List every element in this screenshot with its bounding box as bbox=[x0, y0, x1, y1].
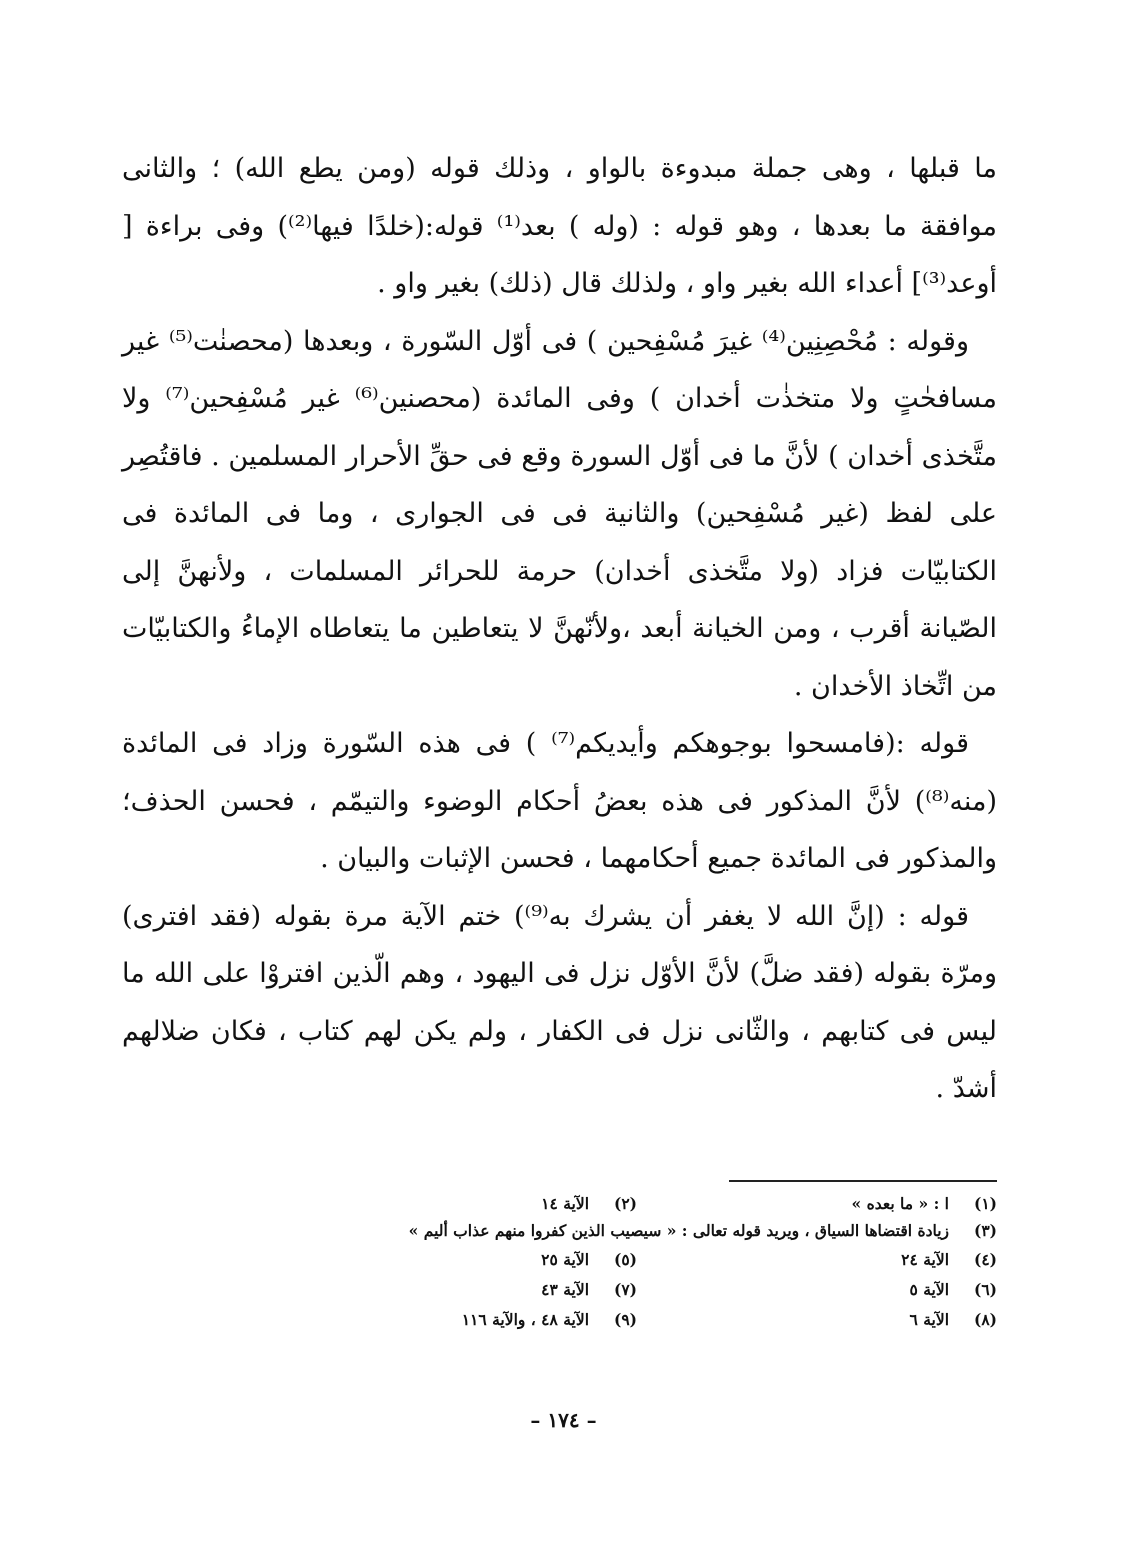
page-number: – ١٧٤ – bbox=[530, 1408, 597, 1432]
footnote-row bbox=[122, 1218, 997, 1244]
footnotes bbox=[122, 1188, 997, 1334]
footnote-row bbox=[122, 1304, 997, 1334]
footnote-number: (٦) bbox=[973, 1279, 997, 1299]
footnote-number: (٢) bbox=[613, 1193, 637, 1213]
footnote bbox=[637, 1194, 997, 1213]
paragraph: ما قبلها ، وهى جملة مبدوءة بالواو ، وذلك قوله (ومن يطع الله) ؛ والثانى موافقة ما بعدها ، وهو قوله : (وله ) بعد⁽¹⁾ قوله:(خلدًا فيها⁽²⁾) وفى براءة [ أوعد⁽³⁾] أعداء الله بغير واو ، ولذلك قال (ذلك) بغير واو . bbox=[122, 153, 997, 299]
footnote-number: (٧) bbox=[613, 1279, 637, 1299]
footnote-text: الآية ٥ bbox=[909, 1279, 949, 1299]
footnote-text: زيادة اقتضاها السياق ، ويريد قوله تعالى : « سيصيب الذين كفروا منهم عذاب أليم » bbox=[408, 1221, 949, 1240]
footnote-text: الآية ٤٨ ، والآية ١١٦ bbox=[461, 1309, 589, 1329]
footnote-number: (٤) bbox=[973, 1249, 997, 1269]
body-text bbox=[122, 140, 997, 1118]
footnote-text: الآية ٦ bbox=[909, 1309, 949, 1329]
footnote-divider bbox=[729, 1180, 997, 1182]
footnote bbox=[277, 1310, 637, 1329]
footnote-text: الآية ١٤ bbox=[541, 1193, 589, 1213]
footnote-text: الآية ٢٥ bbox=[541, 1249, 589, 1269]
footnote-number: (٩) bbox=[613, 1309, 637, 1329]
footnote-number: (١) bbox=[973, 1193, 997, 1213]
footnote-number: (٣) bbox=[973, 1221, 997, 1240]
paragraph: قوله :(فامسحوا بوجوهكم وأيديكم⁽⁷⁾ ) فى هذه السّورة وزاد فى المائدة (منه⁽⁸⁾) لأنَّ المذكور فى هذه بعضُ أحكام الوضوء والتيمّم ، فحسن الحذف؛ والمذكور فى المائدة جميع أحكامهما ، فحسن الإثبات والبيان . bbox=[122, 728, 997, 874]
footnote bbox=[637, 1250, 997, 1269]
footnote-text: الآية ٤٣ bbox=[541, 1279, 589, 1299]
footnote-text: الآية ٢٤ bbox=[901, 1249, 949, 1269]
footnote bbox=[277, 1194, 637, 1213]
footnote-row bbox=[122, 1244, 997, 1274]
paragraph: قوله : (إنَّ الله لا يغفر أن يشرك به⁽⁹⁾) ختم الآية مرة بقوله (فقد افترى) ومرّة بقوله (فقد ضلَّ) لأنَّ الأوّل نزل فى اليهود ، وهم الّذين افتروْا على الله ما ليس فى كتابهم ، والثّانى نزل فى الكفار ، ولم يكن لهم كتاب ، فكان ضلالهم أشدّ . bbox=[122, 900, 997, 1104]
footnote bbox=[637, 1280, 997, 1299]
footnote-row bbox=[122, 1188, 997, 1218]
paragraph: وقوله : مُحْصِنِين⁽⁴⁾ غيرَ مُسْفِحين ) فى أوّل السّورة ، وبعدها (محصنٰت⁽⁵⁾ غير مسافحٰتٍ ولا متخذٰت أخدان ) وفى المائدة (محصنين⁽⁶⁾ غير مُسْفِحين⁽⁷⁾ ولا متَّخذى أخدان ) لأنَّ ما فى أوّل السورة وقع فى حقِّ الأحرار المسلمين . فاقتُصِر على لفظ (غير مُسْفِحين) والثانية فى فى الجوارى ، وما فى المائدة فى الكتابيّات فزاد (ولا متَّخذى أخدان) حرمة للحرائر المسلمات ، ولأنهنَّ إلى الصّيانة أقرب ، ومن الخيانة أبعد ،ولأنّهنَّ لا يتعاطين ما يتعاطاه الإماءُ والكتابيّات من اتِّخاذ الأخدان . bbox=[122, 325, 997, 702]
footnote bbox=[277, 1280, 637, 1299]
footnote bbox=[277, 1250, 637, 1269]
footnote-number: (٥) bbox=[613, 1249, 637, 1269]
footnote bbox=[122, 1218, 997, 1244]
footnote-text: ا : « ما بعده » bbox=[851, 1193, 949, 1213]
footnote-number: (٨) bbox=[973, 1309, 997, 1329]
footnote-row bbox=[122, 1274, 997, 1304]
footnote bbox=[637, 1310, 997, 1329]
